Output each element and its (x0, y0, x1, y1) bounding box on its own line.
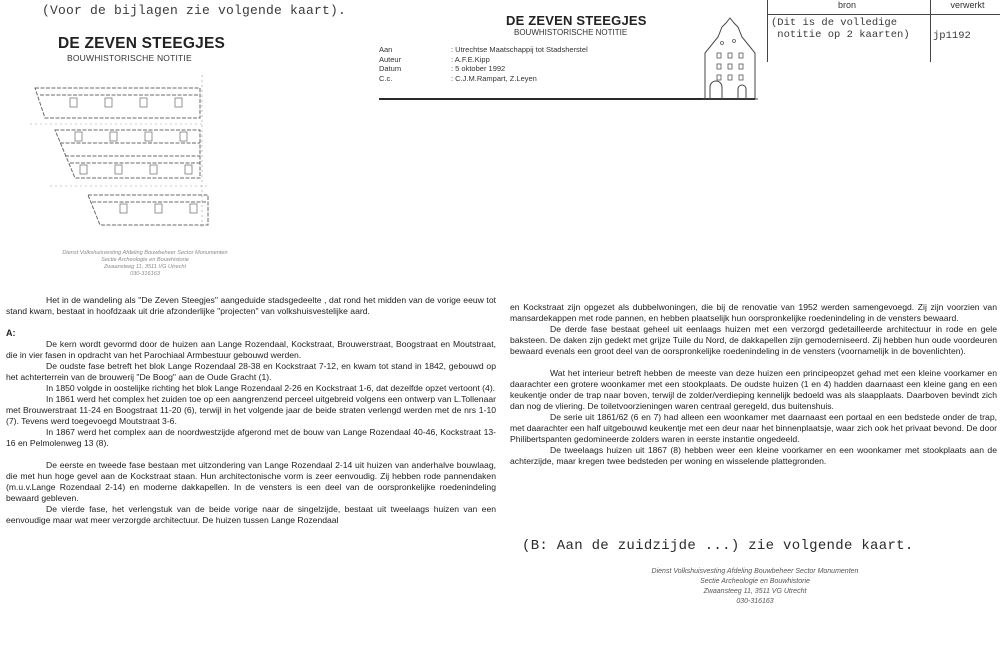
cover-footer (45, 250, 245, 278)
registry-header-bron: bron (837, 0, 856, 10)
meta-label: Aan (379, 45, 393, 54)
paragraph: De oudste fase betreft het blok Lange Rozendaal 28-38 en Kockstraat 7-12, en kwam tot stand in 1842, gebouwd op het achterterrein van de brouwerij "De Boog" aan de Oude Gracht (1). (6, 361, 496, 382)
cover-footer-line: Zwaansteeg 11, 3511 VG Utrecht (103, 264, 187, 270)
footer-line: Zwaansteeg 11, 3511 VG Utrecht (703, 588, 807, 595)
paragraph: De derde fase bestaat geheel uit eenlaags huizen met een verzorgd gedetailleerde architectuur in rode en gele baksteen. De daken zijn gedekt met grijze Tuile du Nord, de dakkapellen zijn gemoderniseerd. Zij hebben hun oude voordeuren bewaard evenals een groot deel van de oorspronkelijke roedenindeling in de vensters (voornamelijk in de bovenlichten). (510, 324, 997, 356)
paragraph: De tweelaags huizen uit 1867 (8) hebben weer een kleine voorkamer en een woonkamer met stookplaats aan de achterzijde, maar kregen twee bedsteden per woning en wisselende plattegronden. (510, 445, 997, 466)
registry-header-verwerkt: verwerkt (950, 0, 985, 10)
cover-footer-line: Sectie Archeologie en Bouwhistorie (101, 257, 189, 263)
handwritten-annotation-top: (Voor de bijlagen zie volgende kaart). (42, 3, 347, 18)
canal-house-icon (700, 15, 760, 100)
meta-label: Auteur (379, 54, 402, 64)
paragraph: De serie uit 1861/62 (6 en 7) had alleen een woonkamer met daarnaast een portaal en een bedstede onder de trap, met daarachter een half uitgebouwd keukentje met een deur naar het binnenplaatsje, waar zich ook het privaat bevond. De door Philibertspanten gedomineerde zolders waren in eerste instantie ongedeeld. (510, 412, 997, 444)
header-divider (379, 98, 755, 100)
paragraph: De eerste en tweede fase bestaan met uitzondering van Lange Rozendaal 2-14 uit huizen van anderhalve bouwlaag, die met hun hoge gevel aan de Kockstraat staan. Hun architectonische vorm is zeer eenvoudig. Zij hebben rode pannendaken (m.u.v.Lange Rozendaal 2-14) en moderne dakkapellen. In de vensters is een deel van de oorspronkelijke roedenindeling bewaard gebleven. (6, 460, 496, 503)
meta-row-date (379, 64, 588, 74)
meta-value: : A.F.E.Kipp (451, 54, 490, 64)
cover-subtitle: BOUWHISTORISCHE NOTITIE (67, 53, 192, 63)
intro-paragraph: Het in de wandeling als "De Zeven Steegjes" aangeduide stadsgedeelte , dat rond het midden van de vorige eeuw tot stand kwam, bestaat in hoofdzaak uit drie afzonderlijke "projecten" van volkshuisvestelijke aard. (6, 295, 496, 316)
meta-row-cc (379, 74, 588, 84)
registry-verwerkt-value: jp1192 (933, 30, 971, 42)
meta-row-recipient (379, 45, 588, 55)
meta-label: C.c. (379, 73, 393, 83)
paragraph: De vierde fase, het verlengstuk van de beide vorige naar de singelzijde, bestaat uit tweelaags huizen van een eenvoudige maar wat meer verzorgde architectuur. De huizen tussen Lange Rozendaal (6, 504, 496, 525)
floorplan-drawing (30, 70, 210, 230)
cover-title: DE ZEVEN STEEGJES (58, 35, 226, 52)
paragraph: De kern wordt gevormd door de huizen aan Lange Rozendaal, Kockstraat, Brouwerstraat, Boogstraat en Moutstraat, die in vier fasen in opdracht van het Parochiaal Armbestuur gebouwd werden. (6, 339, 496, 360)
paragraph: In 1861 werd het complex het zuiden toe op een aangrenzend perceel uitgebreid volgens een ontwerp van L.Tollenaar met Brouwerstraat 11-24 en Boogstraat 11-20 (6), terwijl in het volgende jaar de beide straten verlengd werden met de nrs 1-10 (7). Tevens werd toegevoegd Moutstraat 3-6. (6, 394, 496, 426)
meta-row-author (379, 55, 588, 65)
body-column-right (510, 302, 997, 467)
cover-footer-line: Dienst Volkshuisvesting Afdeling Bouwbeheer Sector Monumenten (62, 250, 228, 256)
registry-header-rule (767, 14, 1000, 15)
registry-table (765, 0, 1000, 62)
meta-value: : 5 oktober 1992 (451, 64, 506, 73)
paragraph: Wat het interieur betreft hebben de meeste van deze huizen een principeopzet gehad met een kleine voorkamer en daarachter een grotere woonkamer met een stookplaats. De oudste huizen (1 en 4) hadden daarnaast een kleine gang en een keukentje onder de trap naar boven, terwijl de zolder/verdieping kennelijk bedoeld was als slaapplaats. Daarboven bevindt zich dan nog de vliering. De toiletvoorzieningen waren centraal geregeld, dus buitenshuis. (510, 368, 997, 411)
paragraph: In 1850 volgde in oostelijke richting het blok Lange Rozendaal 2-26 en Kockstraat 1-6, dat dezelfde opzet vertoont (4). (46, 383, 496, 393)
meta-value: : Utrechtse Maatschappij tot Stadsherstel (451, 45, 588, 54)
footer-line: 030-316163 (736, 598, 774, 605)
paragraph: en Kockstraat zijn opgezet als dubbelwoningen, die bij de renovatie van 1952 werden samengevoegd. Zij zijn voorzien van mansardekappen met rode pannen, en hebben plaatselijk hun oorspronkelijke roedenindeling in de vensters bewaard. (510, 302, 997, 323)
footer-line: Sectie Archeologie en Bouwhistorie (700, 578, 810, 585)
handwritten-annotation-bottom: (B: Aan de zuidzijde ...) zie volgende kaart. (522, 538, 914, 554)
cover-footer-line: 030-316163 (130, 271, 160, 277)
registry-column-separator (930, 0, 931, 62)
registry-bron-value: (Dit is de volledige notitie op 2 kaarten) (771, 17, 910, 41)
meta-block (379, 45, 588, 83)
footer-line: Dienst Volkshuisvesting Afdeling Bouwbeheer Sector Monumenten (651, 568, 859, 575)
document-title: DE ZEVEN STEEGJES (506, 13, 647, 28)
meta-label: Datum (379, 64, 402, 73)
document-subtitle: BOUWHISTORISCHE NOTITIE (514, 28, 628, 37)
section-label-a: A: (6, 328, 16, 338)
paragraph: In 1867 werd het complex aan de noordwestzijde afgerond met de bouw van Lange Rozendaal 40-46, Kockstraat 13-16 en Pelmolenweg 13 (8). (6, 427, 496, 448)
body-column-left (6, 295, 496, 526)
document-footer (615, 567, 895, 607)
meta-value: : C.J.M.Rampart, Z.Leyen (451, 73, 537, 83)
